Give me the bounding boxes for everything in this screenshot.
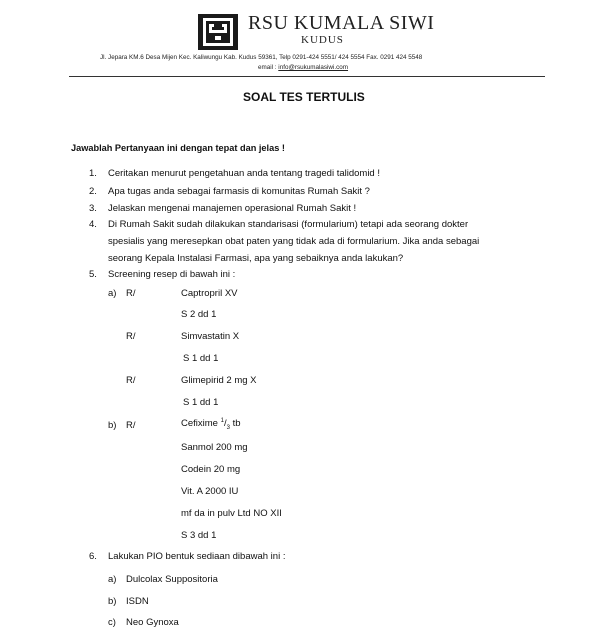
question-number: 3. [89, 203, 97, 214]
drug-name-fraction [181, 418, 241, 431]
drug-name: Vit. A 2000 IU [181, 486, 239, 497]
recipe-symbol: R/ [126, 375, 136, 386]
drug-name: Codein 20 mg [181, 464, 241, 475]
prescription-label: b) [108, 420, 117, 431]
prescription-label: a) [108, 288, 117, 299]
list-item: ISDN [126, 596, 149, 607]
compounding-instruction: mf da in pulv Ltd NO XII [181, 508, 282, 519]
drug-name: Captropril XV [181, 288, 238, 299]
question-text-line: seorang Kepala Instalasi Farmasi, apa yang sebaiknya anda lakukan? [108, 253, 404, 264]
question-number: 4. [89, 219, 97, 230]
drug-name: Cefixime [181, 418, 218, 430]
header-divider [69, 76, 545, 77]
list-item-label: b) [108, 596, 117, 607]
list-item-label: c) [108, 617, 116, 628]
question-number: 2. [89, 186, 97, 197]
question-number: 5. [89, 269, 97, 280]
question-text: Lakukan PIO bentuk sediaan dibawah ini : [108, 551, 286, 562]
signa: S 1 dd 1 [183, 353, 219, 364]
drug-name: Glimepirid 2 mg X [181, 375, 257, 386]
signa: S 1 dd 1 [183, 397, 219, 408]
list-item: Neo Gynoxa [126, 617, 179, 628]
org-city: KUDUS [301, 34, 344, 46]
question-text: Jelaskan mengenai manajemen operasional Rumah Sakit ! [108, 203, 357, 214]
question-number: 6. [89, 551, 97, 562]
email-label: email : [258, 64, 277, 71]
drug-name: Simvastatin X [181, 331, 240, 342]
instruction-text: Jawablah Pertanyaan ini dengan tepat dan jelas ! [71, 143, 285, 153]
fraction-slash: / [223, 418, 227, 430]
question-number: 1. [89, 168, 97, 179]
org-email-line [258, 64, 348, 71]
hospital-logo-icon [197, 13, 239, 51]
list-item-label: a) [108, 574, 117, 585]
org-address: Jl. Jepara KM.6 Desa Mijen Kec. Kaliwungu Kab. Kudus 59361, Telp 0291-424 5551/ 424 5554 Fax. 0291 424 5548 [100, 54, 423, 61]
page-title: SOAL TES TERTULIS [243, 90, 365, 104]
email-link[interactable]: info@rsukumalasiwi.com [278, 64, 349, 71]
org-name: RSU KUMALA SIWI [248, 12, 435, 34]
drug-name: Sanmol 200 mg [181, 442, 248, 453]
question-text: Ceritakan menurut pengetahuan anda tentang tragedi talidomid ! [108, 168, 380, 179]
question-text: Apa tugas anda sebagai farmasis di komunitas Rumah Sakit ? [108, 186, 370, 197]
recipe-symbol: R/ [126, 288, 136, 299]
signa: S 2 dd 1 [181, 309, 217, 320]
question-text: Screening resep di bawah ini : [108, 269, 236, 280]
fraction-numerator: 1 [220, 418, 224, 424]
dosage-form: tb [232, 418, 241, 430]
question-text-line: spesialis yang meresepkan obat paten yang tidak ada di formularium. Jika anda sebagai [108, 236, 480, 247]
signa: S 3 dd 1 [181, 530, 217, 541]
fraction-denominator: 3 [226, 425, 230, 432]
question-text-line: Di Rumah Sakit sudah dilakukan standarisasi (formularium) tetapi ada seorang dokter [108, 219, 469, 230]
recipe-symbol: R/ [126, 331, 136, 342]
recipe-symbol: R/ [126, 420, 136, 431]
list-item: Dulcolax Suppositoria [126, 574, 218, 585]
